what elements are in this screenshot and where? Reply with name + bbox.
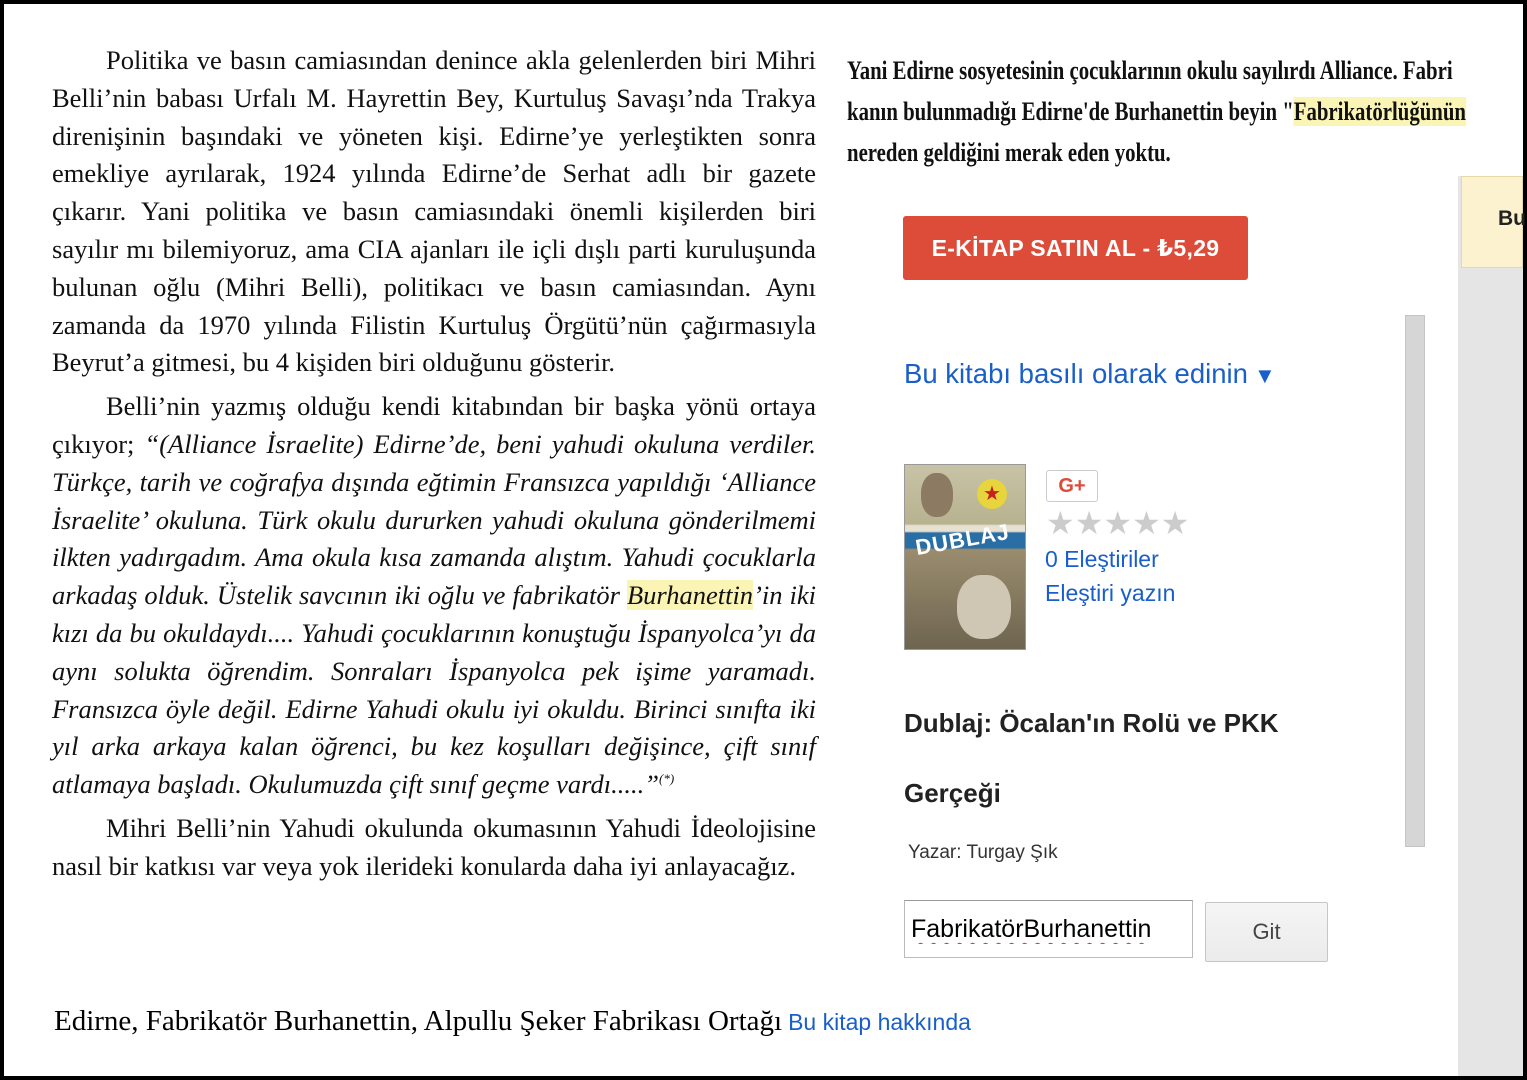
- about-book-link[interactable]: Bu kitap hakkında: [788, 1009, 971, 1035]
- google-plus-button[interactable]: G+: [1046, 470, 1098, 502]
- get-print-book-link[interactable]: [904, 358, 1276, 390]
- write-review-link[interactable]: Eleştiri yazın: [1045, 580, 1176, 606]
- quote-part-b: ’in iki kızı da bu okuldaydı.... Yahudi çocuklarının konuştuğu İspanyolca’yı da aynı solukta öğrendim. Sonraları İspanyolca pek işime yaramadı. Fransızca öyle değil. Edirne Yahudi okulu iyi okuldu. Birinci sınıfta iki yıl arka arkaya kalan öğrenci, bu kez koşulları değişince, çift sınıf atlamaya başladı. Okulumuzda çift sınıf geçme vardı.....”: [52, 580, 816, 800]
- reviews-link[interactable]: 0 Eleştiriler: [1045, 546, 1159, 572]
- book-cover-image[interactable]: [904, 464, 1026, 650]
- star-emblem-icon: ★: [977, 479, 1007, 509]
- paragraph-2: [52, 388, 816, 804]
- paragraph-3: Mihri Belli’nin Yahudi okulunda okumasının Yahudi İdeolojisine nasıl bir katkısı var veya yok ilerideki konularda daha iyi anlayacağız.: [52, 812, 816, 881]
- buy-ebook-button[interactable]: E-KİTAP SATIN AL - ₺5,29: [903, 216, 1248, 280]
- dropdown-triangle-icon: ▼: [1253, 363, 1276, 388]
- scan-line-2: [847, 91, 1466, 132]
- highlighted-name: Burhanettin: [626, 580, 754, 611]
- search-go-button[interactable]: Git: [1205, 902, 1328, 962]
- quote-part-a: “(Alliance İsraelite) Edirne’de, beni yahudi okuluna verdiler. Türkçe, tarih ve coğrafya dışında eğtimin Fransızca yapıldığı ‘Alliance İsraelite’ okuluna. Türk okulu dururken yahudi okuluna gönderilmemi ilkten yadırgadım. Ama okula kısa zamanda alıştım. Yahudi çocuklarla arkadaş olduk. Üstelik savcının iki oğlu ve fabrikatör: [52, 428, 816, 611]
- scan-line-3: nereden geldiğini merak eden yoktu.: [847, 138, 1171, 167]
- side-tab[interactable]: Bu: [1461, 176, 1523, 268]
- footnote-marker: (*): [659, 771, 675, 787]
- book-title: Dublaj: Öcalan'ın Rolü ve PKK Gerçeği: [904, 708, 1279, 808]
- cover-portrait-1: [921, 473, 953, 517]
- rating-stars[interactable]: ★★★★★: [1046, 505, 1190, 541]
- cover-portrait-2: [957, 575, 1011, 639]
- scan-highlight: Fabrikatörlüğünün: [1293, 97, 1466, 126]
- cover-title: DUBLAJ: [913, 518, 1012, 561]
- right-gray-column: [1458, 176, 1523, 1076]
- book-page-text: [52, 42, 816, 892]
- scanned-text-snippet: [847, 50, 1466, 173]
- scan-line-2-text: kanın bulunmadığı Edirne'de Burhanettin beyin ": [847, 97, 1294, 126]
- caption-text: Edirne, Fabrikatör Burhanettin, Alpullu Şeker Fabrikası Ortağı: [54, 1005, 783, 1037]
- paragraph-1: Politika ve basın camiasından denince akla gelenlerden biri Mihri Belli’nin babası Urfalı M. Hayrettin Bey, Kurtuluş Savaşı’nda Trakya direnişinin başındaki ve yöneten kişi. Edirne’ye yerleştikten sonra emekliye ayrılarak, 1924 yılında Edirne’de Serhat adlı bir gazete çıkarır. Yani politika ve basın camiasındaki önemli kişilerden biri sayılır mı bilemiyoruz, ama CIA ajanları ile içli dışlı parti kuruluşunda bulunan oğlu (Mihri Belli), politikacı ve basın camiasından. Aynı zamanda da 1970 yılında Filistin Kurtuluş Örgütü’nün çağırmasıyla Beyrut’a gitmesi, bu 4 kişiden biri olduğunu gösterir.: [52, 45, 816, 378]
- search-in-book-input[interactable]: [904, 900, 1193, 958]
- scan-line-1: Yani Edirne sosyetesinin çocuklarının okulu sayılırdı Alliance. Fabri: [847, 56, 1453, 85]
- book-author: Yazar: Turgay Şık: [908, 842, 1058, 863]
- image-caption: [54, 1005, 971, 1038]
- print-link-label: Bu kitabı basılı olarak edinin: [904, 358, 1248, 389]
- paragraph-2-intro: Belli’nin yazmış olduğu kendi kitabından bir başka yönü ortaya çıkıyor;: [52, 391, 816, 459]
- scrollbar[interactable]: [1405, 315, 1425, 847]
